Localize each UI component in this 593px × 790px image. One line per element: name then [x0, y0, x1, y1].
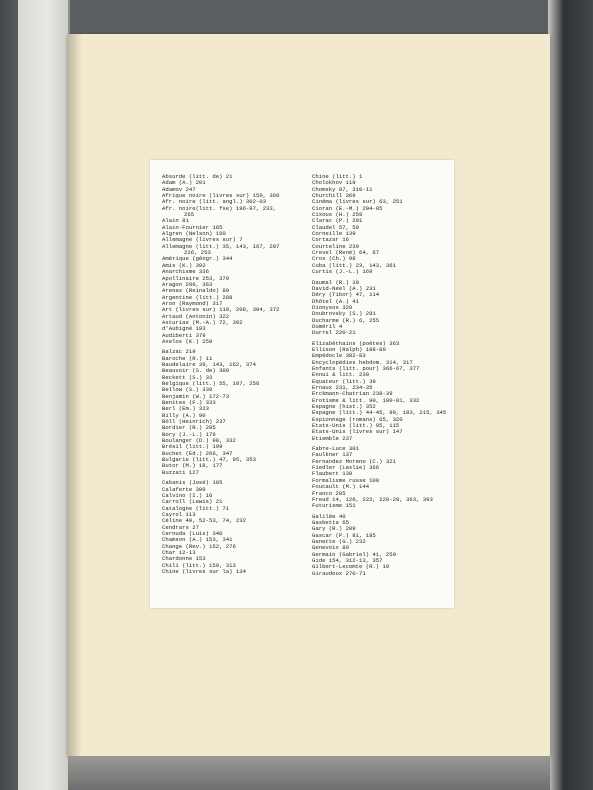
index-entry: Elizabéthains (poètes) 363: [312, 339, 400, 347]
index-entry: Absurde (litt. de) 21: [162, 173, 233, 180]
index-entry: Dhôtel (A.) 41: [312, 297, 359, 305]
index-entry: Daumal (R.) 10: [312, 278, 359, 286]
index-entry: Erckmann-Chatrian 238-39: [312, 390, 393, 398]
index-entry: Faulkner 137: [312, 451, 353, 459]
index-entry: Durrel 220-21: [312, 329, 356, 337]
index-entry: Enfants (litt. pour) 366-67, 377: [312, 364, 420, 372]
index-entry: Boulanger (D.) 98, 332: [162, 437, 236, 445]
index-entry: Déry (Tibor) 47, 114: [312, 291, 380, 299]
index-entry: Espagne (litt.) 44-45, 99, 183, 215, 345: [312, 409, 447, 417]
index-entry: Beauvoir (S. de) 309: [162, 367, 230, 375]
index-entry: Franco 285: [312, 489, 346, 497]
index-entry: Etats-Unis (litt.) 95, 115: [312, 422, 400, 430]
index-entry: Calaferte 300: [162, 485, 206, 493]
index-entry: Beckett (S.) 33: [162, 373, 213, 381]
index-entry: Crevel (René) 64, 67: [312, 249, 380, 257]
index-entry: Futurisme 151: [312, 502, 356, 510]
index-entry: Alain 81: [162, 217, 189, 225]
index-entry: Chardonne 153: [162, 555, 206, 563]
index-entry: Corneille 139: [312, 230, 356, 238]
index-entry: Asturias (M.-A.) 72, 392: [162, 318, 243, 326]
index-entry: Cixous (H.) 259: [312, 211, 363, 219]
index-entry: Churchill 369: [312, 192, 356, 200]
index-entry: Cendrars 27: [162, 523, 199, 531]
index-entry: Chine (livres sur la) 134: [162, 567, 246, 575]
background-bottom: [68, 756, 550, 790]
index-entry: Fiedler (Leslie) 366: [312, 464, 380, 472]
index-entry: Art (livres sur) 110, 208, 304, 372: [162, 306, 280, 314]
index-column-left: [162, 174, 280, 575]
index-entry: Char 12-13: [162, 548, 196, 556]
index-entry: Adamov 247: [162, 185, 196, 193]
index-entry: Cros (Ch.) 98: [312, 255, 356, 263]
index-entry: Artaud (Antonin) 322: [162, 312, 230, 320]
index-entry: Claudel 57, 59: [312, 223, 359, 231]
index-entry: Afr. noire(litt. fse) 196-97, 233,: [162, 204, 277, 212]
index-entry: Erotisme & litt. 90, 180-81, 332: [312, 396, 420, 404]
background-right: [548, 0, 593, 790]
index-entry: Allemagne (livres sur) 7: [162, 236, 243, 244]
index-entry: Dionysos 329: [312, 303, 353, 311]
index-entry: Butor (M.) 18, 177: [162, 462, 223, 470]
index-entry: Duméril 4: [312, 322, 343, 330]
index-entry: Buzzati 127: [162, 468, 199, 476]
index-entry: Curtis (J.-L.) 169: [312, 268, 373, 276]
index-entry: Empédocle 382-83: [312, 352, 366, 360]
index-entry: Cioran (E.-M.) 204-05: [312, 204, 383, 212]
index-entry: Chine (litt.) 1: [312, 173, 363, 180]
index-entry: Chamson (A.) 153, 341: [162, 536, 233, 544]
index-entry: Galilée 40: [312, 512, 346, 520]
index-entry: Audiberti 379: [162, 331, 206, 339]
index-entry: Espionnage (romans) 65, 320: [312, 415, 403, 423]
index-entry: Etiemble 237: [312, 434, 353, 442]
index-entry: Fabre-Luce 301: [312, 445, 359, 453]
index-entry: Adam (A.) 201: [162, 179, 206, 187]
index-entry: Cinéma (livres sur) 63, 251: [312, 198, 403, 206]
index-entry: Equateur (litt.) 39: [312, 377, 376, 385]
index-entry: Ernaux 231, 234-35: [312, 384, 373, 391]
index-entry: Berl (Em.) 323: [162, 405, 209, 413]
index-entry: Clarac (P.) 201: [312, 217, 363, 225]
index-entry: Chili (litt.) 159, 313: [162, 561, 236, 569]
index-entry: Brésil (litt.) 199: [162, 443, 223, 451]
index-entry: Buchet (Ed.) 266, 347: [162, 449, 233, 457]
index-entry: Gascar (P.) 81, 185: [312, 531, 376, 539]
index-entry: Genette (G.) 232: [312, 537, 366, 545]
index-entry: Espagne (hist.) 352: [312, 403, 376, 411]
index-entry: Carroll (Lewis) 21: [162, 498, 223, 506]
index-entry: Change (Rev.) 152, 276: [162, 542, 236, 550]
index-entry: Anarchisme 336: [162, 268, 209, 276]
index-entry: Axelos (K.) 259: [162, 337, 213, 345]
index-entry: Chomsky 87, 310-11: [312, 185, 373, 193]
index-entry: Amérique (géogr.) 344: [162, 255, 233, 263]
index-entry: Aron (Raymond) 317: [162, 299, 223, 307]
index-entry: Afrique noire (livres sur) 150, 360: [162, 192, 280, 200]
index-entry: Formalisme russe 100: [312, 476, 380, 484]
index-entry: Bordier (R.) 285: [162, 424, 216, 432]
index-entry: Bellow (S.) 330: [162, 386, 213, 394]
index-entry: Calvino (I.) 16: [162, 491, 213, 499]
index-entry: Amis (K.) 392: [162, 261, 206, 269]
index-entry: Gide 154, 312-13, 357: [312, 556, 383, 564]
index-entry: 265: [184, 211, 195, 219]
index-entry: Cernuda (Luis) 340: [162, 529, 223, 537]
index-entry: Benites (F.) 333: [162, 399, 216, 407]
index-entry: Billy (A.) 90: [162, 411, 206, 419]
index-entry: Cortazar 16: [312, 236, 349, 244]
index-entry: Cholokhov 119: [312, 179, 356, 187]
index-entry: Giraudoux 270-71: [312, 569, 366, 577]
index-entry: Ellison (Ralph) 188-89: [312, 345, 386, 353]
index-entry: Alain-Fournier 185: [162, 223, 223, 231]
index-entry: Balzac 219: [162, 348, 196, 356]
index-entry: Genevoix 89: [312, 544, 349, 552]
index-entry: Flaubert 139: [312, 470, 353, 478]
index-entry: Bory (J.-L.) 176: [162, 430, 216, 438]
index-entry: Argentine (litt.) 288: [162, 293, 233, 301]
index-sheet: [150, 160, 454, 608]
index-column-right: [312, 174, 446, 577]
index-entry: David-Neel (A.) 231: [312, 284, 376, 292]
index-entry: Afr. noire (litt. angl.) 302-03: [162, 198, 267, 206]
index-entry: Fernandez Moreno (C.) 321: [312, 457, 396, 465]
index-entry: Ducharme (R.) 6, 255: [312, 316, 380, 324]
index-entry: Etats-Unis (livres sur) 147: [312, 428, 403, 436]
index-entry: Apollinaire 253, 379: [162, 274, 230, 282]
index-entry: 226, 253: [184, 249, 211, 257]
index-entry: Benjamin (W.) 172-73: [162, 392, 230, 400]
index-entry: Cayrol 113: [162, 510, 196, 518]
index-entry: Encyclopédies hebdom. 314, 317: [312, 358, 413, 366]
index-entry: Gilbert-Lecomte (R.) 10: [312, 563, 390, 571]
index-entry: Foucault (M.) 144: [312, 483, 370, 491]
index-entry: Aragon 299, 363: [162, 280, 213, 288]
index-entry: Gasbetta 65: [312, 518, 349, 526]
page-edges-left: [18, 0, 68, 790]
index-entry: Baroche (R.) 11: [162, 354, 213, 362]
index-entry: Belgique (litt.) 55, 107, 256: [162, 380, 260, 387]
index-entry: Allemagne (litt.) 35, 143, 167, 207: [162, 242, 280, 250]
index-entry: Gary (R.) 209: [312, 525, 356, 533]
index-entry: Baudelaire 39, 143, 162, 374: [162, 360, 256, 368]
index-entry: Céline 49, 52-53, 74, 232: [162, 517, 246, 525]
index-entry: Böll (Heinrich) 237: [162, 418, 226, 426]
index-entry: Arenas (Reinaldo) 89: [162, 287, 230, 295]
page-gutter-shadow: [68, 34, 82, 756]
index-entry: Courteline 239: [312, 242, 359, 250]
index-entry: Algren (Nelson) 160: [162, 230, 226, 238]
index-entry: Ennui & litt. 230: [312, 371, 370, 379]
index-entry: Catalogne (litt.) 71: [162, 504, 230, 512]
index-entry: Cabanis (José) 105: [162, 479, 223, 487]
index-entry: Bulgarie (litt.) 47, 95, 353: [162, 456, 256, 464]
index-entry: Freud 14, 126, 222, 228-29, 363, 393: [312, 495, 433, 503]
index-entry: d'Aubigné 193: [162, 325, 206, 333]
index-entry: Doubrovsky (S.) 291: [312, 310, 376, 318]
index-entry: Cuba (litt.) 23, 143, 361: [312, 261, 396, 269]
index-entry: Germain (Gabriel) 41, 259: [312, 550, 396, 558]
